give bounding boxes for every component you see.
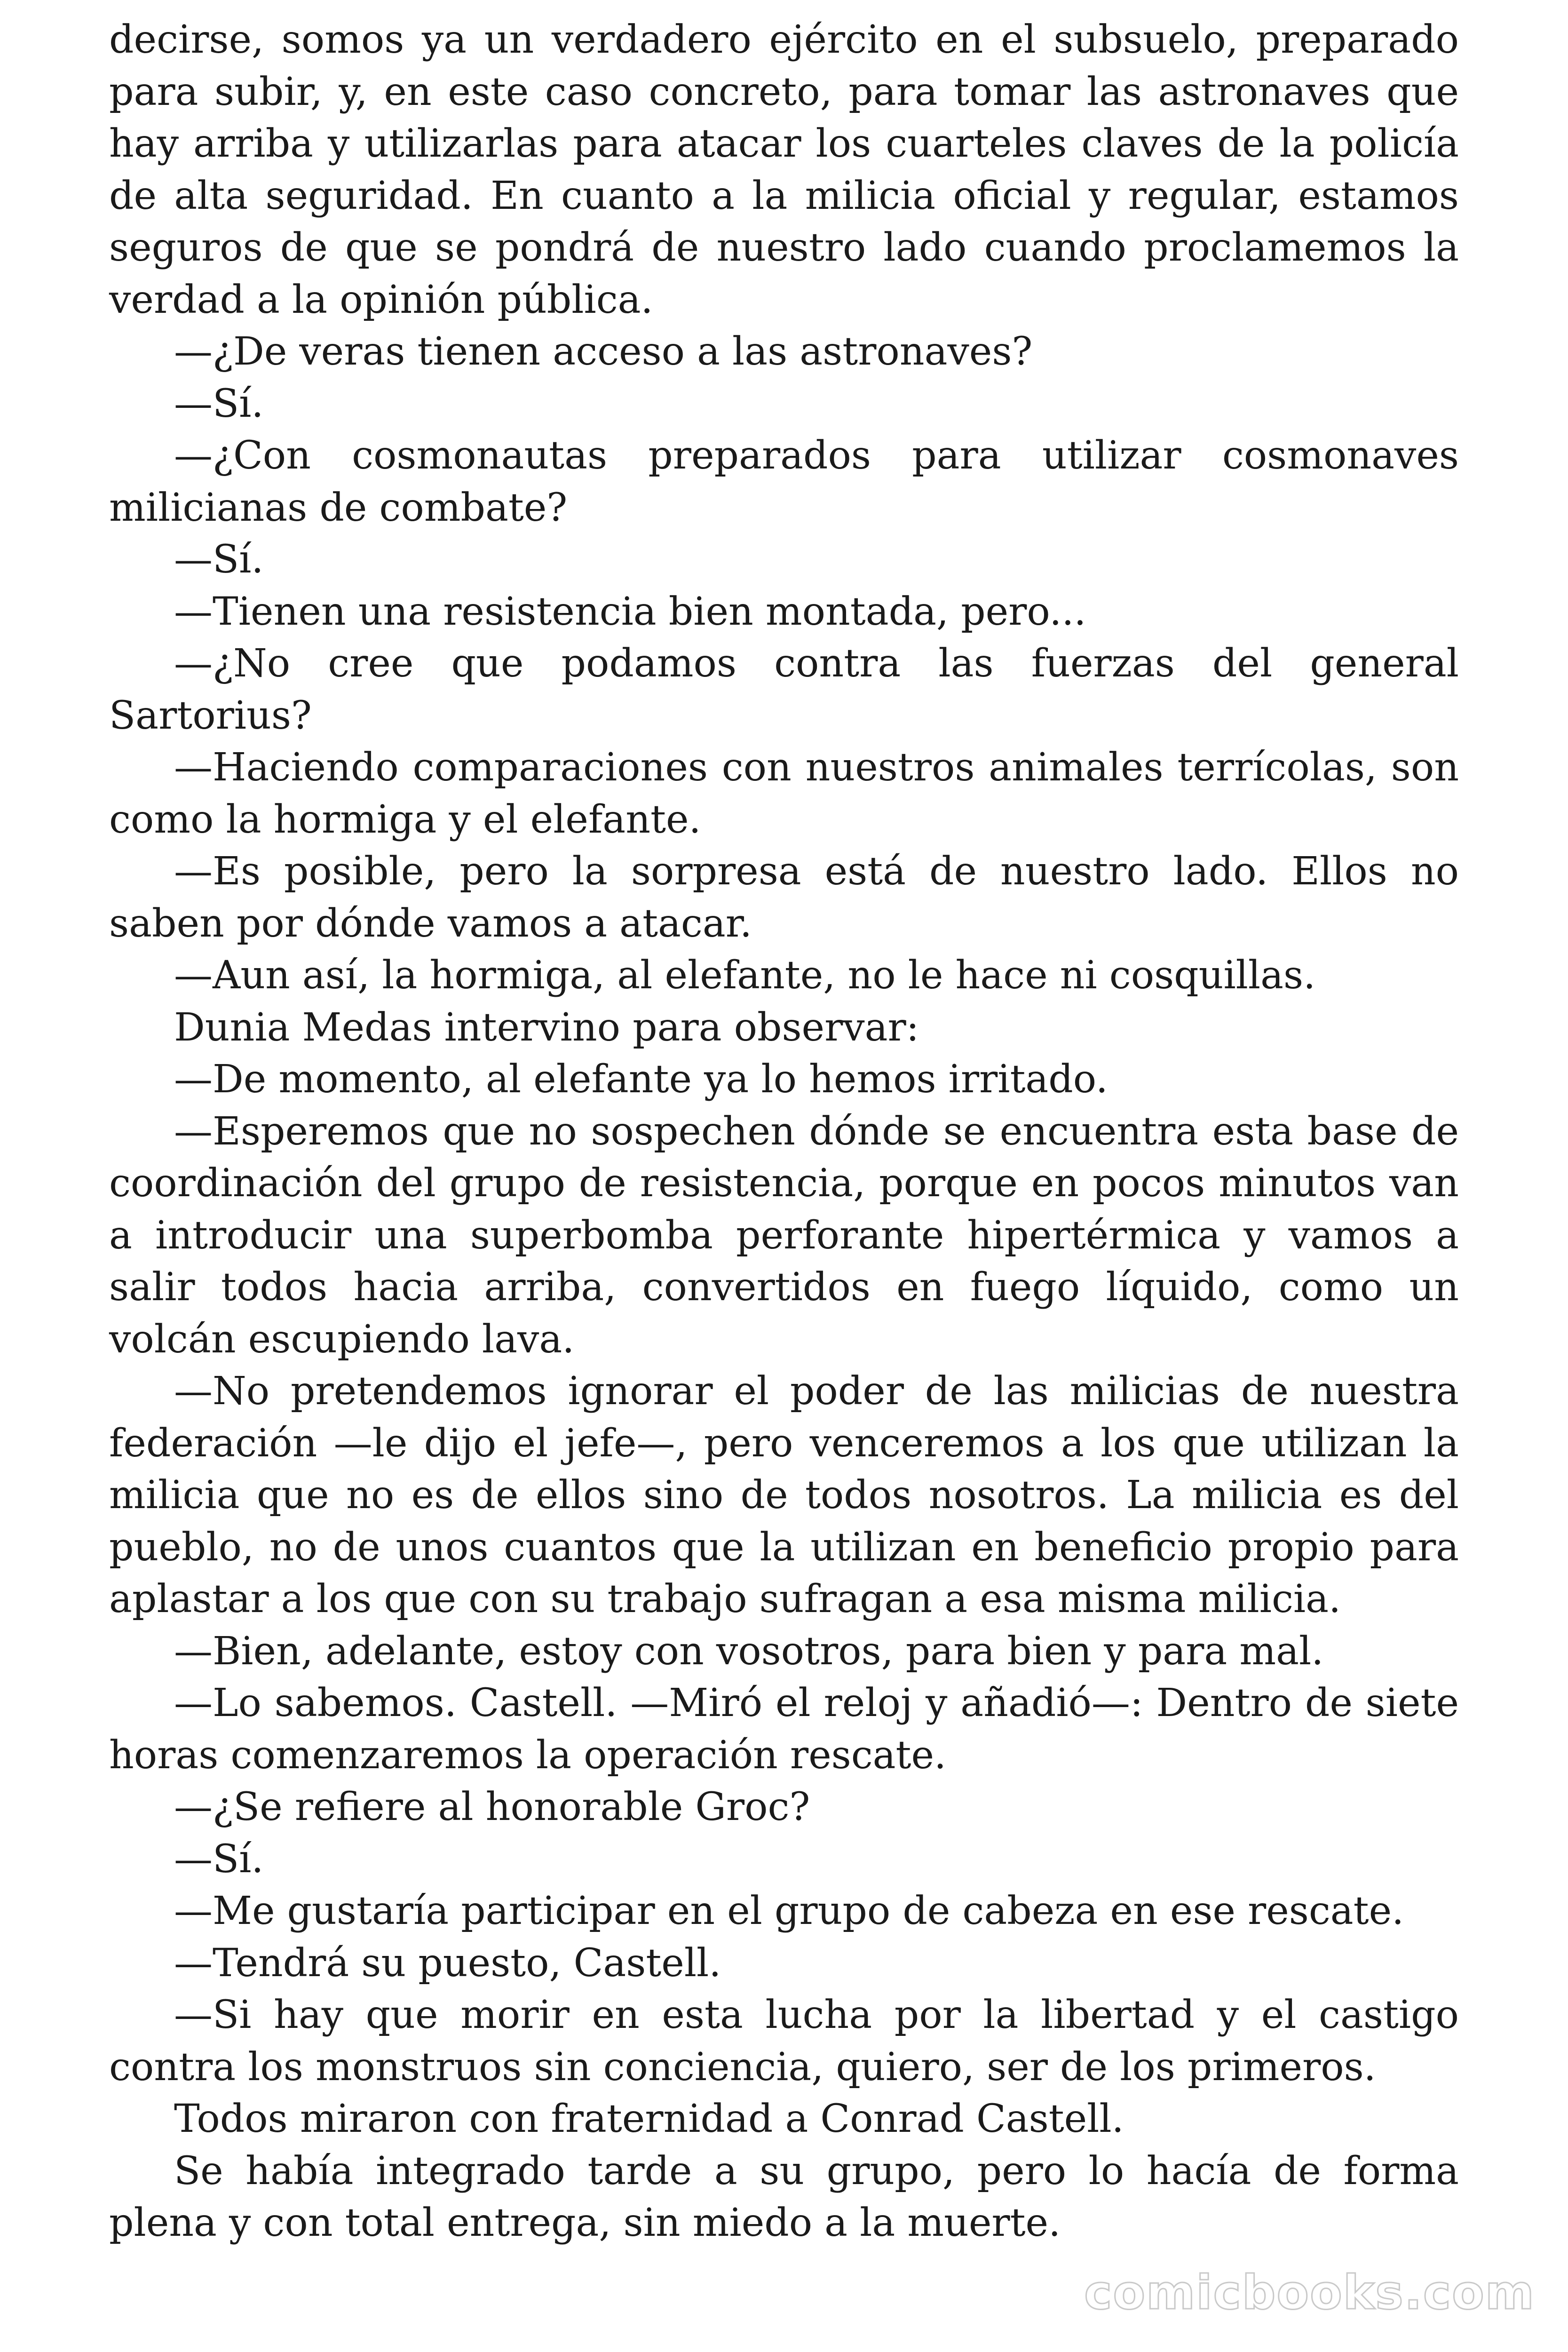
dialogue-line: —Esperemos que no sospechen dónde se encuentra esta base de coordinación del grupo de resistencia, porque en pocos minutos van a introducir una superbomba perforante hipertérmica y vamos a salir todos hacia arriba, convertidos en fuego líquido, como un volcán escupiendo lava. <box>109 1109 1459 1362</box>
dialogue-line: —Haciendo comparaciones con nuestros animales terrícolas, son como la hormiga y el elefante. <box>109 745 1459 842</box>
dialogue-line: —Es posible, pero la sorpresa está de nuestro lado. Ellos no saben por dónde vamos a atacar. <box>109 849 1459 946</box>
watermark-logo: comicbooks.com <box>1084 2265 1535 2320</box>
dialogue-line: —¿No cree que podamos contra las fuerzas del general Sartorius? <box>109 641 1459 738</box>
narration-paragraph: Todos miraron con fraternidad a Conrad Castell. <box>174 2097 1124 2141</box>
dialogue-line: —No pretendemos ignorar el poder de las milicias de nuestra federación —le dijo el jefe—, pero venceremos a los que utilizan la milicia que no es de ellos sino de todos nosotros. La milicia es del pueblo, no de unos cuantos que la utilizan en beneficio propio para aplastar a los que con su trabajo sufragan a esa misma milicia. <box>109 1369 1459 1621</box>
dialogue-line: —Bien, adelante, estoy con vosotros, para bien y para mal. <box>174 1629 1324 1674</box>
narration-paragraph: Se había integrado tarde a su grupo, pero lo hacía de forma plena y con total entrega, sin miedo a la muerte. <box>109 2148 1459 2245</box>
narration-paragraph: Dunia Medas intervino para observar: <box>174 1005 919 1050</box>
dialogue-line: —Sí. <box>174 1836 264 1882</box>
dialogue-line: —Tienen una resistencia bien montada, pero... <box>174 589 1086 634</box>
dialogue-line: —¿De veras tienen acceso a las astronaves? <box>174 329 1033 374</box>
dialogue-line: —¿Con cosmonautas preparados para utilizar cosmonaves milicianas de combate? <box>109 433 1459 530</box>
dialogue-line: —Me gustaría participar en el grupo de cabeza en ese rescate. <box>174 1889 1404 1933</box>
dialogue-line: —Aun así, la hormiga, al elefante, no le hace ni cosquillas. <box>174 953 1316 998</box>
dialogue-line: —Sí. <box>174 537 264 582</box>
dialogue-line: —Lo sabemos. Castell. —Miró el reloj y añadió—: Dentro de siete horas comenzaremos la operación rescate. <box>109 1681 1459 1778</box>
dialogue-line: —Sí. <box>174 381 264 426</box>
dialogue-line: —Si hay que morir en esta lucha por la libertad y el castigo contra los monstruos sin conciencia, quiero, ser de los primeros. <box>109 1993 1459 2090</box>
dialogue-line: —Tendrá su puesto, Castell. <box>174 1940 721 1986</box>
dialogue-line: —¿Se refiere al honorable Groc? <box>174 1785 810 1829</box>
page-body <box>109 14 1459 2249</box>
dialogue-line: —De momento, al elefante ya lo hemos irritado. <box>174 1057 1108 1102</box>
paragraph-continuation: decirse, somos ya un verdadero ejército en el subsuelo, preparado para subir, y, en este caso concreto, para tomar las astronaves que hay arriba y utilizarlas para atacar los cuarteles claves de la policía de alta seguridad. En cuanto a la milicia oficial y regular, estamos seguros de que se pondrá de nuestro lado cuando proclamemos la verdad a la opinión pública. <box>109 17 1459 322</box>
